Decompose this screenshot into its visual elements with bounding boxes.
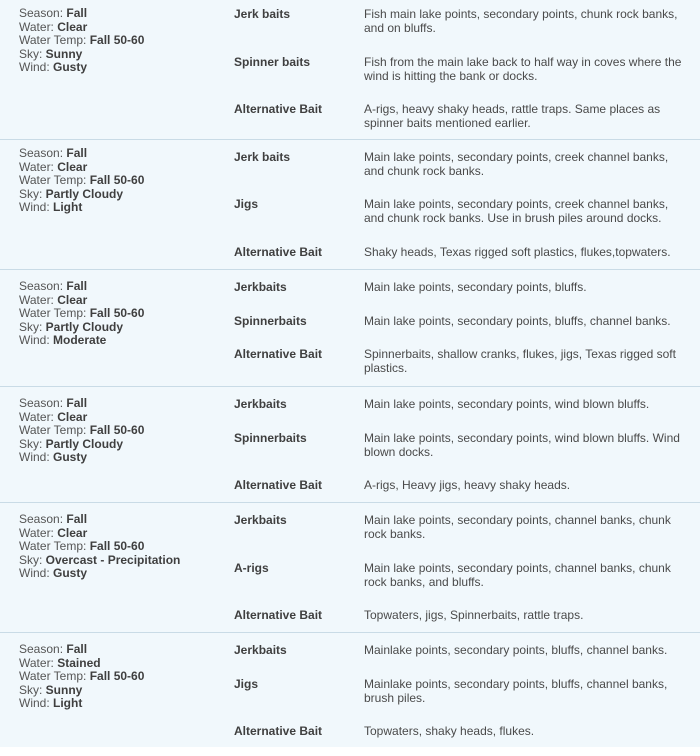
conditions-group	[0, 633, 700, 747]
bait-locations: Main lake points, secondary points, creek channel banks, and chunk rock banks. Use in brush piles around docks.	[364, 197, 669, 225]
conditions-group	[0, 503, 700, 633]
water-label: Water:	[19, 655, 58, 670]
bait-name: Spinnerbaits	[234, 314, 307, 328]
sky-value: Partly Cloudy	[45, 436, 124, 451]
bait-locations: Topwaters, jigs, Spinnerbaits, rattle traps.	[364, 608, 584, 622]
bait-row	[0, 280, 700, 312]
season-label: Season:	[19, 396, 67, 410]
water-temp-value: Fall 50-60	[89, 423, 145, 438]
season-label: Season:	[19, 512, 67, 526]
bait-name: Jerkbaits	[234, 397, 287, 411]
bait-name: Alternative Bait	[234, 102, 323, 116]
wind-label: Wind:	[19, 696, 54, 711]
water-temp-value: Fall 50-60	[89, 33, 145, 48]
water-temp-value: Fall 50-60	[89, 669, 145, 684]
bait-name: Spinnerbaits	[234, 431, 307, 445]
bait-name: Jigs	[234, 197, 259, 211]
water-temp-value: Fall 50-60	[89, 306, 145, 321]
wind-value: Gusty	[53, 566, 88, 581]
season-label: Season:	[19, 642, 67, 656]
bait-locations: A-rigs, Heavy jigs, heavy shaky heads.	[364, 478, 571, 492]
bait-name: Alternative Bait	[234, 478, 323, 492]
season-value: Fall	[66, 512, 88, 526]
bait-locations: Main lake points, secondary points, creek channel banks, and chunk rock banks.	[364, 150, 669, 178]
bait-name: Jerk baits	[234, 150, 291, 164]
sky-value: Sunny	[45, 682, 83, 697]
bait-row	[0, 724, 700, 756]
water-temp-label: Water Temp:	[19, 423, 90, 438]
water-temp-label: Water Temp:	[19, 33, 90, 48]
bait-row	[0, 561, 700, 593]
bait-name: Jigs	[234, 677, 259, 691]
bait-row	[0, 643, 700, 675]
bait-name: Alternative Bait	[234, 245, 323, 259]
wind-value: Gusty	[53, 60, 88, 75]
wind-label: Wind:	[19, 60, 54, 75]
water-value: Stained	[57, 655, 101, 670]
wind-value: Light	[53, 696, 83, 711]
bait-name: Alternative Bait	[234, 724, 323, 738]
bait-row	[0, 197, 700, 229]
sky-label: Sky:	[19, 436, 46, 451]
bait-locations: Fish from the main lake back to half way in coves where the wind is hitting the bank or docks.	[364, 55, 682, 83]
sky-value: Partly Cloudy	[45, 186, 124, 201]
water-label: Water:	[19, 409, 58, 424]
bait-name: Alternative Bait	[234, 608, 323, 622]
sky-value: Partly Cloudy	[45, 319, 124, 334]
water-temp-label: Water Temp:	[19, 173, 90, 188]
water-value: Clear	[57, 292, 88, 307]
bait-name: Spinner baits	[234, 55, 311, 69]
bait-name: Jerkbaits	[234, 643, 287, 657]
bait-name: Jerkbaits	[234, 280, 287, 294]
sky-label: Sky:	[19, 682, 46, 697]
sky-label: Sky:	[19, 552, 46, 567]
conditions-group	[0, 387, 700, 503]
water-temp-value: Fall 50-60	[89, 539, 145, 554]
sky-label: Sky:	[19, 46, 46, 61]
bait-row	[0, 431, 700, 463]
season-label: Season:	[19, 146, 67, 160]
water-temp-value: Fall 50-60	[89, 173, 145, 188]
wind-label: Wind:	[19, 200, 54, 215]
water-value: Clear	[57, 409, 88, 424]
bait-locations: Main lake points, secondary points, channel banks, chunk rock banks.	[364, 513, 671, 541]
sky-value: Sunny	[45, 46, 83, 61]
bait-row	[0, 150, 700, 182]
bait-locations: Main lake points, secondary points, bluffs.	[364, 280, 587, 294]
water-temp-label: Water Temp:	[19, 306, 90, 321]
water-label: Water:	[19, 159, 58, 174]
bait-locations: Mainlake points, secondary points, bluffs, channel banks.	[364, 643, 668, 657]
sky-label: Sky:	[19, 319, 46, 334]
wind-label: Wind:	[19, 566, 54, 581]
wind-value: Light	[53, 200, 83, 215]
bait-locations: Main lake points, secondary points, wind blown bluffs.	[364, 397, 650, 411]
sky-value: Overcast - Precipitation	[45, 552, 181, 567]
wind-value: Gusty	[53, 450, 88, 465]
water-temp-label: Water Temp:	[19, 669, 90, 684]
wind-label: Wind:	[19, 333, 54, 348]
bait-locations: Main lake points, secondary points, bluffs, channel banks.	[364, 314, 671, 328]
bait-locations: A-rigs, heavy shaky heads, rattle traps. Same places as spinner baits mentioned earlier.	[364, 102, 661, 130]
bait-locations: Fish main lake points, secondary points, chunk rock banks, and on bluffs.	[364, 7, 678, 35]
bait-locations: Main lake points, secondary points, channel banks, chunk rock banks, and bluffs.	[364, 561, 671, 589]
water-label: Water:	[19, 525, 58, 540]
bait-row	[0, 677, 700, 709]
conditions-group	[0, 140, 700, 270]
bait-name: Alternative Bait	[234, 347, 323, 361]
sky-label: Sky:	[19, 186, 46, 201]
water-temp-label: Water Temp:	[19, 539, 90, 554]
bait-locations: Main lake points, secondary points, wind blown bluffs. Wind blown docks.	[364, 431, 680, 459]
bait-locations: Shaky heads, Texas rigged soft plastics, flukes,topwaters.	[364, 245, 671, 259]
water-value: Clear	[57, 19, 88, 34]
bait-row	[0, 7, 700, 39]
water-value: Clear	[57, 525, 88, 540]
water-label: Water:	[19, 19, 58, 34]
bait-row	[0, 102, 700, 134]
wind-value: Moderate	[53, 333, 107, 348]
water-label: Water:	[19, 292, 58, 307]
bait-locations: Mainlake points, secondary points, bluffs, channel banks, brush piles.	[364, 677, 668, 705]
season-label: Season:	[19, 6, 67, 20]
season-value: Fall	[66, 396, 88, 410]
season-value: Fall	[66, 6, 88, 20]
bait-locations: Topwaters, shaky heads, flukes.	[364, 724, 535, 738]
season-value: Fall	[66, 146, 88, 160]
season-value: Fall	[66, 279, 88, 293]
bait-name: Jerkbaits	[234, 513, 287, 527]
bait-locations: Spinnerbaits, shallow cranks, flukes, jigs, Texas rigged soft plastics.	[364, 347, 676, 375]
bait-row	[0, 513, 700, 545]
wind-label: Wind:	[19, 450, 54, 465]
bait-name: A-rigs	[234, 561, 269, 575]
water-value: Clear	[57, 159, 88, 174]
bait-row	[0, 314, 700, 346]
bait-row	[0, 397, 700, 429]
season-value: Fall	[66, 642, 88, 656]
conditions-group	[0, 270, 700, 387]
conditions-group	[0, 0, 700, 140]
bait-row	[0, 55, 700, 87]
bait-name: Jerk baits	[234, 7, 291, 21]
bait-row	[0, 347, 700, 379]
season-label: Season:	[19, 279, 67, 293]
